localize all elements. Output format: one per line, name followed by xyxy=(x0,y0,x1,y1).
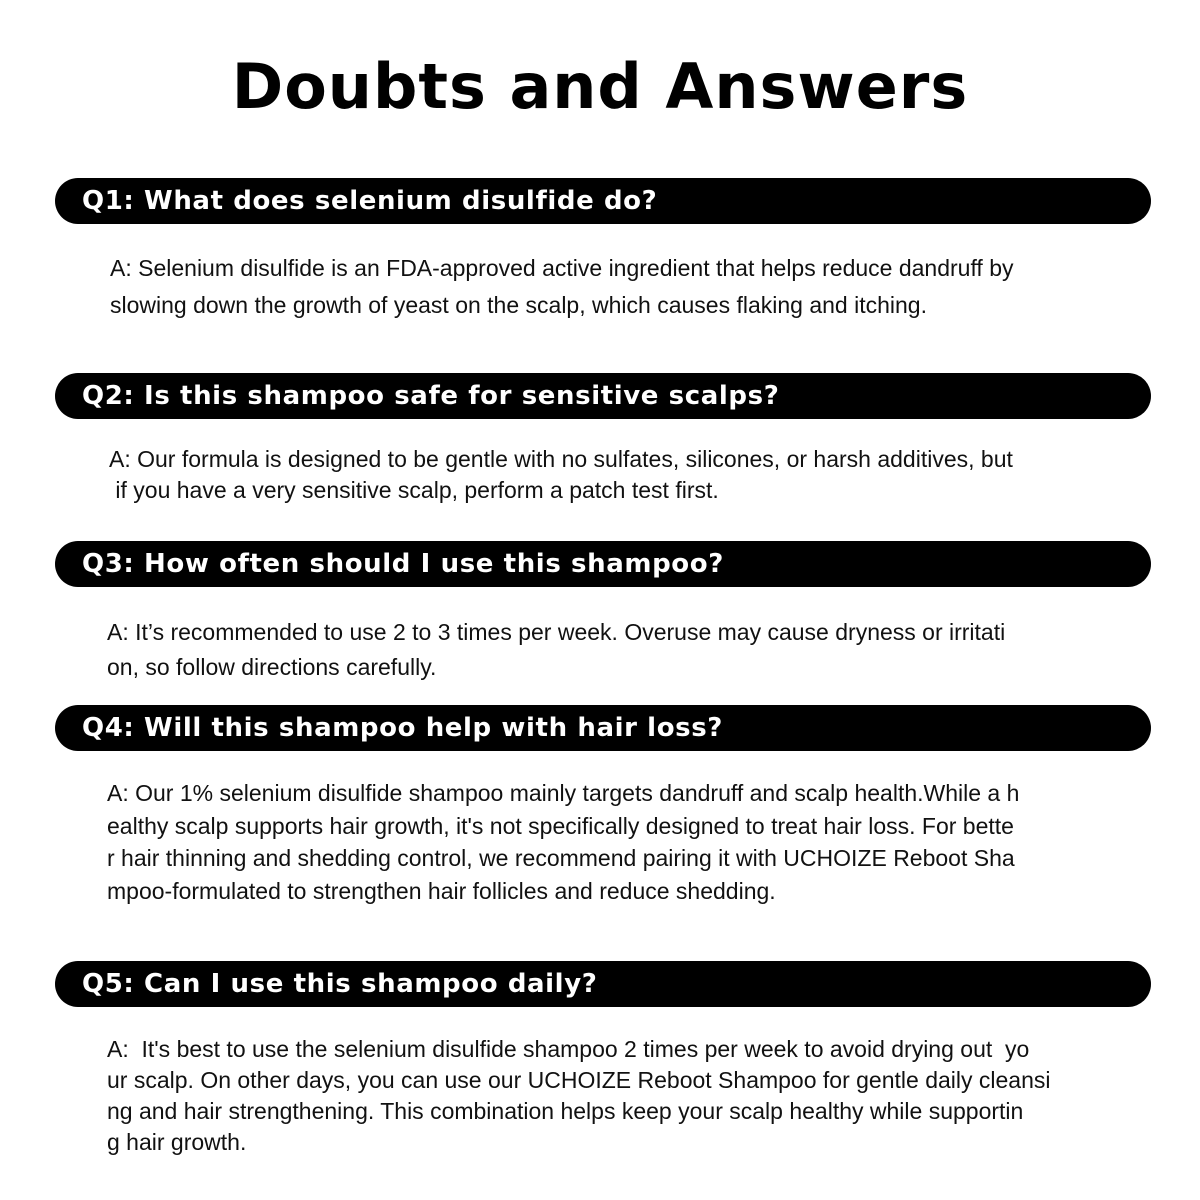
answer-line: mpoo-formulated to strengthen hair follicles and reduce shedding. xyxy=(107,877,776,904)
answer-q4 xyxy=(107,777,1019,907)
answer-line: if you have a very sensitive scalp, perform a patch test first. xyxy=(109,477,719,503)
answer-line: A: Our 1% selenium disulfide shampoo mainly targets dandruff and scalp health.While a h xyxy=(107,780,1020,806)
question-bar-q1: Q1: What does selenium disulfide do? xyxy=(55,178,1151,224)
answer-line: ng and hair strengthening. This combination helps keep your scalp healthy while supportin xyxy=(107,1098,1024,1124)
question-bar-q2: Q2: Is this shampoo safe for sensitive scalps? xyxy=(55,373,1151,419)
question-bar-q4: Q4: Will this shampoo help with hair loss? xyxy=(55,705,1151,751)
answer-line: A: It's best to use the selenium disulfide shampoo 2 times per week to avoid drying out yo xyxy=(107,1036,1030,1062)
answer-line: A: It’s recommended to use 2 to 3 times per week. Overuse may cause dryness or irritati xyxy=(107,619,1006,645)
answer-q1 xyxy=(110,250,1014,324)
question-bar-q5: Q5: Can I use this shampoo daily? xyxy=(55,961,1151,1007)
answer-q3 xyxy=(107,615,1005,685)
answer-line: g hair growth. xyxy=(107,1129,247,1155)
page-title: Doubts and Answers xyxy=(231,50,969,123)
answer-line: on, so follow directions carefully. xyxy=(107,654,437,680)
answer-q5 xyxy=(107,1034,1050,1158)
answer-line: A: Our formula is designed to be gentle with no sulfates, silicones, or harsh additives, but xyxy=(109,446,1013,472)
question-bar-q3: Q3: How often should I use this shampoo? xyxy=(55,541,1151,587)
answer-line: slowing down the growth of yeast on the scalp, which causes flaking and itching. xyxy=(110,292,927,318)
answer-line: r hair thinning and shedding control, we recommend pairing it with UCHOIZE Reboot Sha xyxy=(107,845,1015,871)
answer-line: ealthy scalp supports hair growth, it's not specifically designed to treat hair loss. For bette xyxy=(107,812,1014,839)
answer-line: ur scalp. On other days, you can use our UCHOIZE Reboot Shampoo for gentle daily cleansi xyxy=(107,1067,1051,1093)
answer-line: A: Selenium disulfide is an FDA-approved active ingredient that helps reduce dandruff by xyxy=(110,255,1014,281)
answer-q2 xyxy=(109,444,1013,506)
